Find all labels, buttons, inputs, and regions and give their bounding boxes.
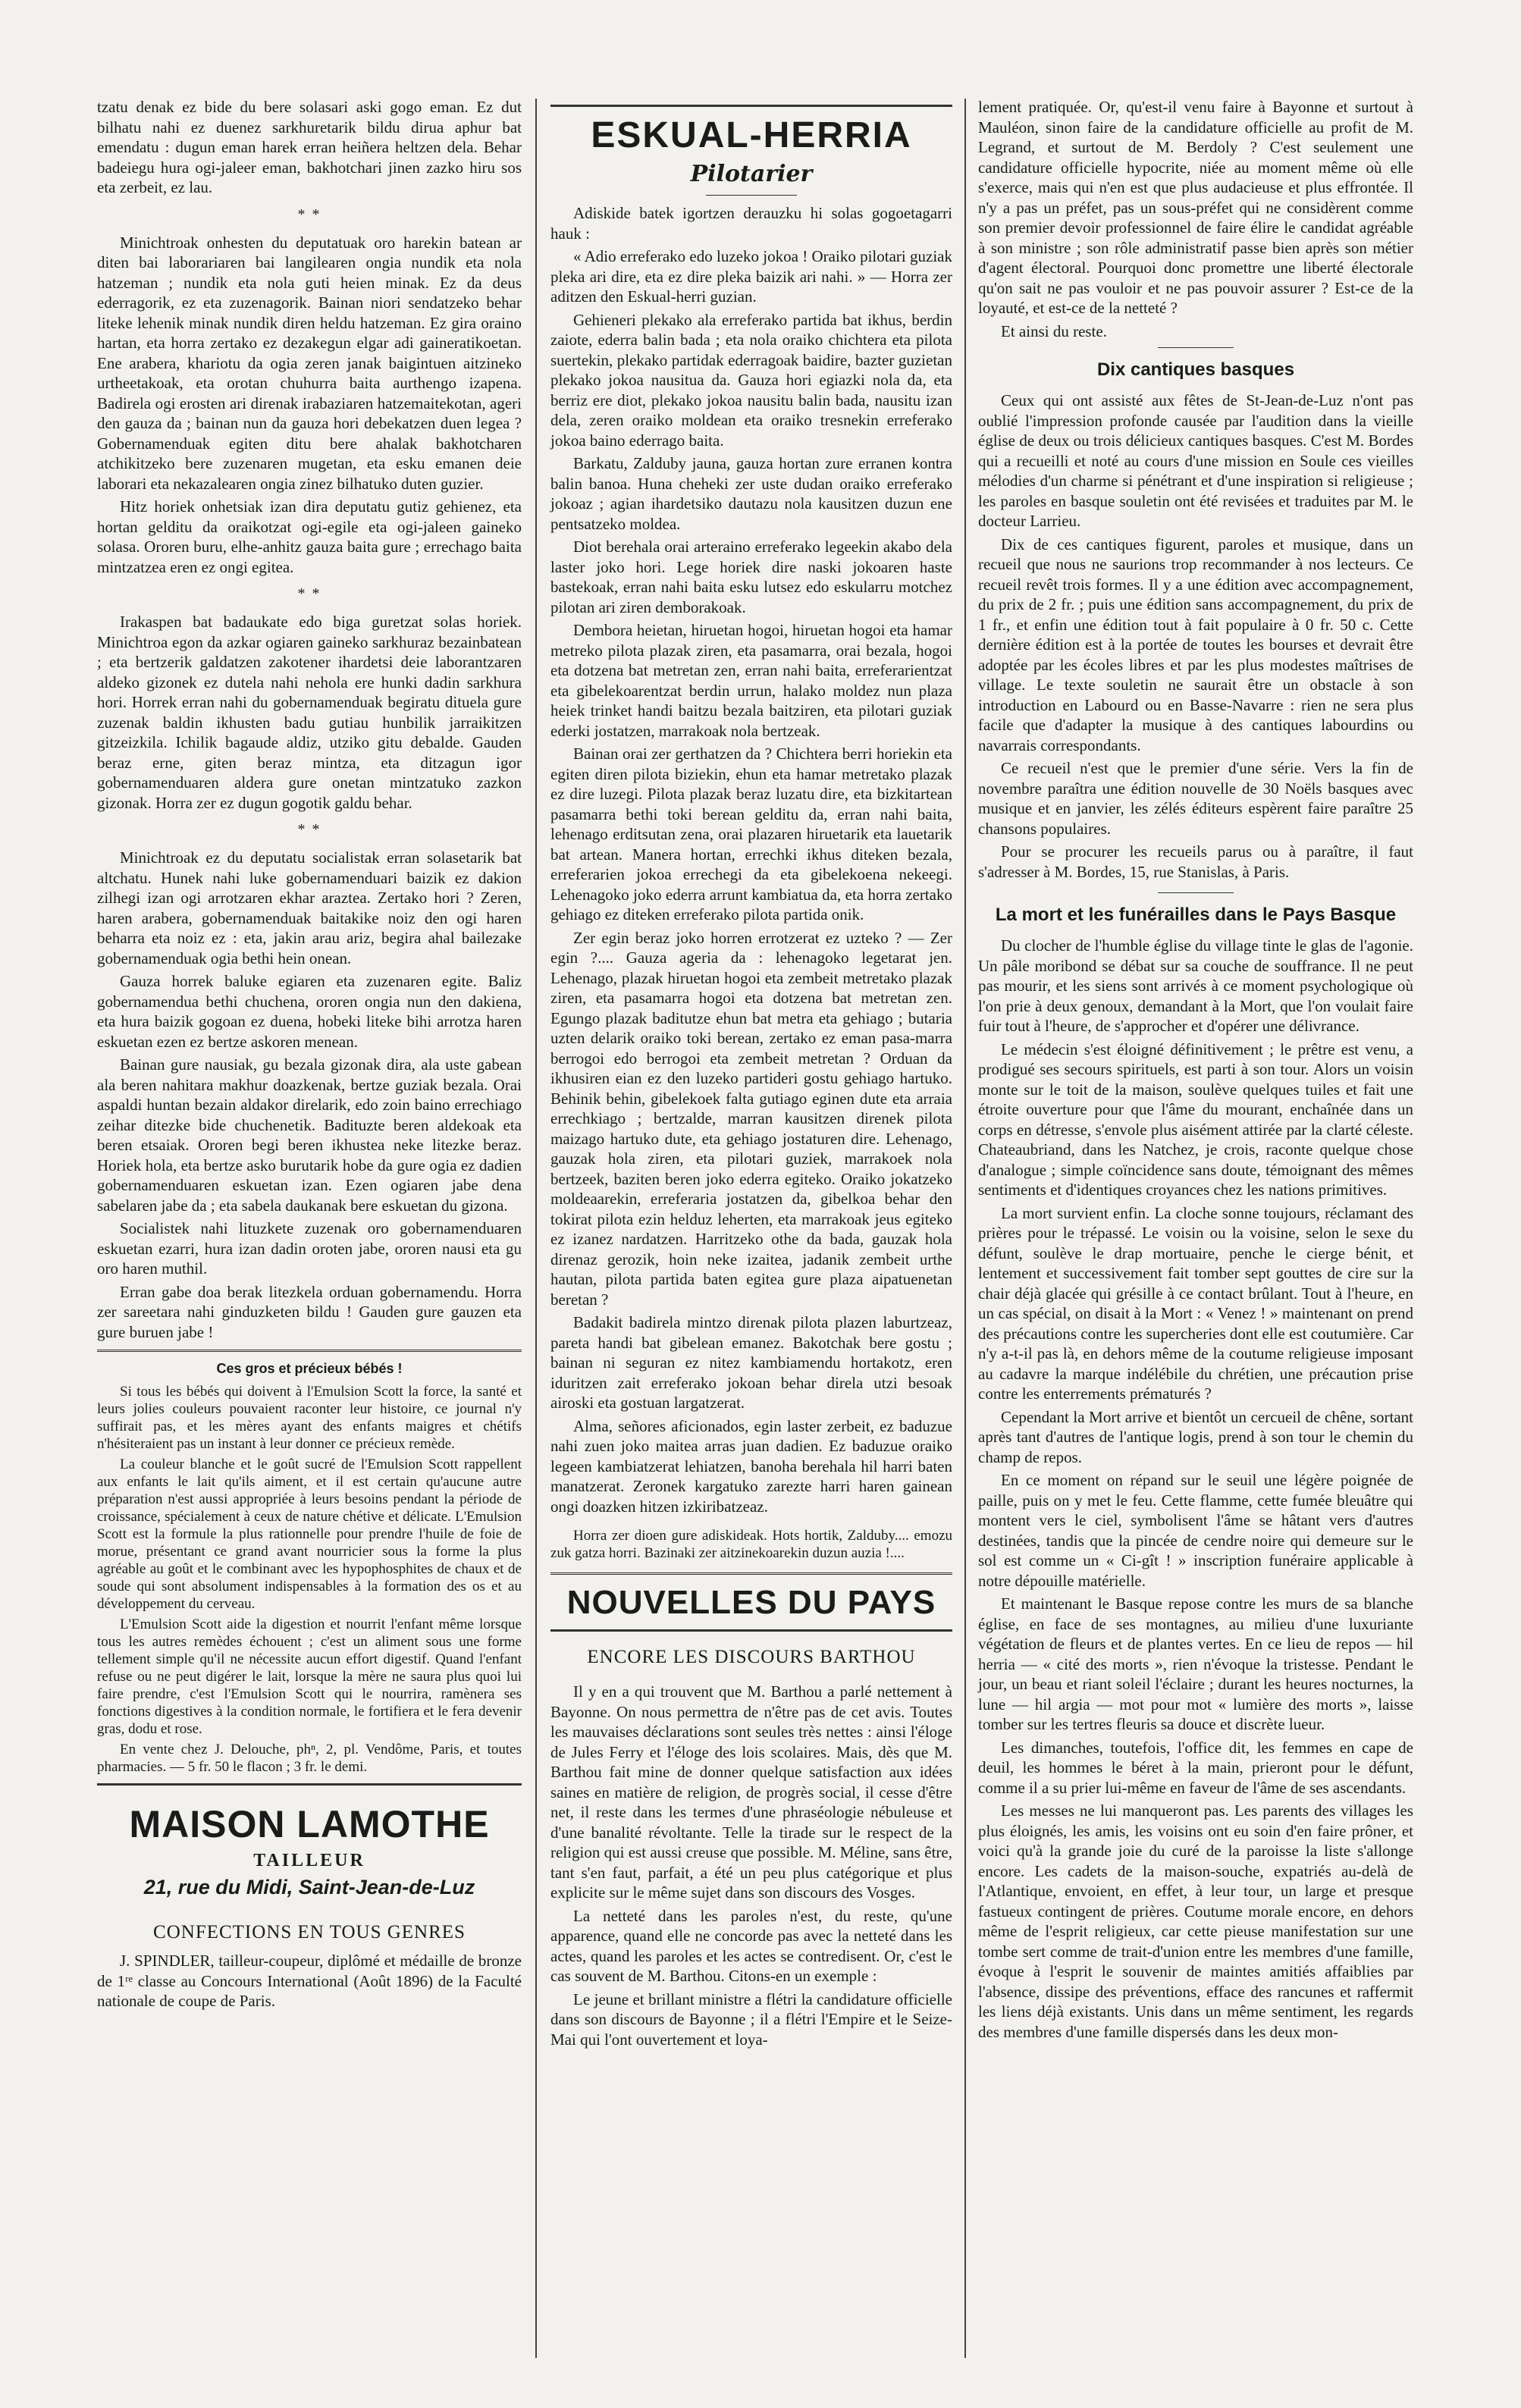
- paragraph: Diot berehala orai arteraino erreferako legeekin akabo dela laster joko hori. Lege horiek dire naski jokoaren haste bastekoak, erran nahi baita esku lutsez edo eskularru motchez pilotan ari ziren demborakoak.: [550, 538, 952, 616]
- ad-paragraph: J. SPINDLER, tailleur-coupeur, diplômé et médaille de bronze de 1ʳᵉ classe au Concours International (Août 1896) de la Faculté nationale de coupe de Paris.: [97, 1952, 522, 2010]
- paragraph: Adiskide batek igortzen derauzku hi solas gogoetagarri hauk :: [550, 204, 952, 243]
- divider: [550, 1629, 952, 1632]
- paragraph: Ceux qui ont assisté aux fêtes de St-Jean-de-Luz n'ont pas oublié l'impression profonde causée par l'audition dans la vieille église de deux ou trois délicieux cantiques basques. C'est M. Bordes qui a recueilli et noté au cours d'une mission en Soule ces vieilles mélodies d'un charme si pénétrant et d'une inspiration si religieuse ; les paroles en basque souletin ont été revisées et traduites par M. le docteur Larrieu.: [978, 391, 1413, 530]
- paragraph: Minichtroak onhesten du deputatuak oro harekin batean ar diten bai laborariaren bai langilearen ongia nundik eta nola hatzeman ; nundik eta nola guti heien minak. Ez da deus ederragorik, ez eta zuzenagorik. Bainan niori sendatzeko behar liteke lehenik minak nundik diren heldu hatzeman. Ez gira oraino hartan, eta horra zertako ez dezakegun elgar adi gaineratikoetan. Ene arabera, khariotu da ogia zeren janak baigintuen aitzineko urtheetakoak, eta orotan chuhurra baita aurthengo izapena. Badirela ogi erosten ari direnak irabaziaren hatzemaitekotan, ageri den gauza da ; bainan nun da gauza hori debekatzen duen legea ? Gobernamenduak egiten ditu bere ahalak bakhotcharen atchikitzeko bere zuzenaren mugetan, eta esku emanen deie laborari eta nekazalearen ongia zinez bilhatuko duten guzier.: [97, 233, 522, 493]
- section-title: Pilotarier: [690, 161, 813, 187]
- column-rule: [535, 99, 537, 2358]
- divider: [1158, 892, 1234, 893]
- article-title: La mort et les funérailles dans le Pays Basque: [995, 905, 1397, 925]
- paragraph: La netteté dans les paroles n'est, du reste, qu'une apparence, quand elle ne concorde pas avec la netteté dans les actes, quand les paroles et les actes se contredisent. Or, c'est le cas souvent de M. Barthou. Citons-en un exemple :: [550, 1906, 952, 1985]
- column-1: [97, 97, 522, 2015]
- ad-paragraph: La couleur blanche et le goût sucré de l'Emulsion Scott rappellent aux enfants le lait qu'ils aiment, et il est certain qu'aucune autre préparation n'est aussi appropriée à leurs besoins pendant la période de croissance, spécialement à ceux de nature chétive et délicate. L'Emulsion Scott est la formule la plus rationnelle pour prendre l'huile de foie de morue, présentant ce grand avant nourricier sous la forme la plus agréable au goût et le combinant avec les hypophosphites de chaux et de soude qui sont absolument indispensables à la formation des os et au développement du cerveau.: [97, 1456, 522, 1612]
- paragraph: Et ainsi du reste.: [1001, 321, 1107, 340]
- paragraph: En ce moment on répand sur le seuil une légère poignée de paille, puis on y met le feu. Cette flamme, cette fumée bleuâtre qui montent vers le ciel, symbolisent l'âme se hâtant vers d'autres destinées, tandis que la pincée de cendre noire qui demeure sur le sol est comme un « Ci-gît ! » inscription funéraire applicable à notre dépouille matérielle.: [978, 1471, 1413, 1590]
- paragraph: Alma, señores aficionados, egin laster zerbeit, ez baduzue nahi zuen joko maitea arras juan dadien. Ez baduzue oraiko legeen kambiatzerat lehiatzen, banoha berehala hil harri baten manatzerat. Zeronek kargatuko zarezte harri haren gainean ongi doazken hitzen izkiribatzeaz.: [550, 1416, 952, 1516]
- section-separator: * *: [297, 585, 321, 602]
- paragraph: Pour se procurer les recueils parus ou à paraître, il faut s'adresser à M. Bordes, 15, rue Stanislas, à Paris.: [978, 842, 1413, 881]
- column-2: [550, 97, 952, 2052]
- article-title: ENCORE LES DISCOURS BARTHOU: [587, 1647, 916, 1667]
- paragraph: La mort survient enfin. La cloche sonne toujours, réclamant des prières pour le trépassé. Le voisin ou la voisine, selon le sexe du défunt, soulève le drap mortuaire, penche le cierge bénit, et lentement et successivement fait tomber sept gouttes de cire sur la chair déjà glacée qui grésille à ce contact brûlant. Tout à l'heure, en un cas spécial, on disait à la Mort : « Venez ! » maintenant on prend des précautions contre les supercheries dont elle est coutumière. Car n'y a-t-il pas là, en dehors même de la coutume religieuse imposant au cadavre la marque indélébile du chrétien, une précaution prise contre les enterrements prématurés ?: [978, 1203, 1413, 1403]
- paragraph: Badakit badirela mintzo direnak pilota plazen laburtzeaz, pareta handi bat gibelean emanez. Bakotchak bere gostu ; bainan ni seguran ez nitez kambiamendu hortakotz, eren iduritzen zait erreferako jokoan behar direla utzi besoak airoski eta gostuan largatzerat.: [550, 1313, 952, 1412]
- divider: [97, 1783, 522, 1786]
- paragraph: Hitz horiek onhetsiak izan dira deputatu gutiz gehienez, eta hortan gelditu da oraikotzat ogi-egile eta ogi-jaleen gaineko solasa. Ororen buru, elhe-anhitz gauza baita gure ; errechago baita mintzatzea eren ez ongi egitea.: [97, 497, 522, 576]
- paragraph: « Adio erreferako edo luzeko jokoa ! Oraiko pilotari guziak pleka ari dire, eta ez dire pleka baizik ari nahi. » — Horra zer aditzen den Eskual-herri guzian.: [550, 247, 952, 306]
- paragraph: Minichtroak ez du deputatu socialistak erran solasetarik bat altchatu. Hunek nahi luke gobernamenduari baizik ez dakion zilhegi izan ogi arrotzaren ekhar araztea. Zertako hori ? Zeren, haren arabera, gobernamenduak baitakike noiz den ogi haren beharra eta noiz ez : eta, jakin arau ariz, begira ahal bailezake gobernamenduak ogia bethi hein onean.: [97, 848, 522, 967]
- news-heading: NOUVELLES DU PAYS: [566, 1584, 936, 1621]
- article-title: Dix cantiques basques: [1096, 359, 1295, 380]
- paragraph: Cependant la Mort arrive et bientôt un cercueil de chêne, sortant après tant d'autres de l'antique logis, prend à son tour le chemin du champ de repos.: [978, 1407, 1413, 1466]
- section-separator: * *: [297, 205, 321, 223]
- closing-note: [550, 1527, 952, 1562]
- paragraph: Gauza horrek baluke egiaren eta zuzenaren egite. Baliz gobernamendua bethi chuchena, ororen ongia nun den dakiena, eta hura baizik gogoan ez duena, hobeki liteke bihi arrotza haren eskuetan ezen ez bertze askoren menean.: [97, 972, 522, 1051]
- paragraph: Du clocher de l'humble église du village tinte le glas de l'agonie. Un pâle moribond se débat sur sa couche de souffrance. Il ne peut pas mourir, et les siens sont arrivés à ce moment psychologique où l'on prie à deux genoux, demandant à la Mort, que l'on voulait faire fuir tout à l'heure, de s'approcher et d'opérer une délivrance.: [978, 936, 1413, 1035]
- paragraph: Erran gabe doa berak litezkela orduan gobernamendu. Horra zer sareetara nahi ginduzketen bildu ! Gauden gure gauzen eta gure buruen jabe !: [97, 1282, 522, 1341]
- masthead-title: ESKUAL-HERRIA: [591, 115, 912, 155]
- paragraph: Le jeune et brillant ministre a flétri la candidature officielle dans son discours de Bayonne ; il a flétri l'Empire et le Seize-Mai qui l'ont ouvertement et loya-: [550, 1989, 952, 2049]
- ad-trade: TAILLEUR: [253, 1851, 365, 1870]
- paragraph: Gehieneri plekako ala erreferako partida bat ikhus, berdin zaiote, ederra balin bada ; eta nola oraiko chichtera eta pilota suertekin, plekako partidak ederragoak baidire, bazter guzietan plekako jokoa nausitua da. Gauza hori egiazki nola da, eta berriz ere diot, plekako jokoa nausitu balin bada, nausitu izan dela, zeren oraiko moldean eta oraiko tresnekin erreferako jokoa baino ederrago baita.: [550, 310, 952, 450]
- advertisement-lamothe: [97, 1802, 522, 2011]
- paragraph: Bainan gure nausiak, gu bezala gizonak dira, ala uste gabean ala beren nahitara makhur doazkenak, bertze guziak bezala. Orai aspaldi huntan bezain aldakor direlarik, edo zoin baino errechiago zeihar ditezke bide chuchenetik. Badituzte beren aldekoak eta beren etsaiak. Ororen begi beren ikhustea neke litezke beraz. Horiek hola, eta bertze asko burutarik hobe da gure ogia ez dadien gobernamenduaren eskuetan izan. Ezen ogiaren jabe dena sabelaren jabe da ; eta sabela daukanak bere eskuetan du gizona.: [97, 1055, 522, 1215]
- divider: [550, 105, 952, 107]
- paragraph: Le médecin s'est éloigné définitivement ; le prêtre est venu, a prodigué ses secours spirituels, est parti à son tour. Alors un voisin monte sur le toit de la maison, soulève quelques tuiles et fait une étroite ouverture pour que l'âme du mourant, enchaînée dans un corps en détresse, s'envole plus aisément attirée par la clarté céleste. Chateaubriand, dans les Natchez, je crois, raconte quelque chose d'analogue ; simple coïncidence sans doute, témoignant des mêmes sentiments et d'identiques croyances chez les nations primitives.: [978, 1039, 1413, 1199]
- divider: [706, 195, 797, 196]
- paragraph: Barkatu, Zalduby jauna, gauza hortan zure erranen kontra balin banoa. Huna cheheki zer uste dudan oraiko erreferako jokoaz ; agian ihardetsiko dautazu nola kausitzen duzun ene pentsatzeko moldea.: [550, 454, 952, 533]
- divider: [550, 1572, 952, 1576]
- ad-paragraph: En vente chez J. Delouche, phⁿ, 2, pl. Vendôme, Paris, et toutes pharmacies. — 5 fr. 50 le flacon ; 3 fr. le demi.: [97, 1742, 522, 1775]
- paragraph: Horra zer dioen gure adiskideak. Hots hortik, Zalduby.... emozu zuk gatza horri. Bazinaki zer aitzinekoarekin duzun auzia !....: [550, 1528, 952, 1561]
- divider: [97, 1350, 522, 1353]
- column-rule: [964, 99, 966, 2358]
- section-separator: * *: [297, 821, 321, 838]
- paragraph: tzatu denak ez bide du bere solasari aski gogo eman. Ez dut bilhatu nahi ez duenez sarkhuretarik bildu dirua aphur bat emendatu : dugun eman harek erran heiñera heltzen dela. Behar badeiegu hura ogi-jaleer eman, bakhotchari jinen zazko hiru sos eta zerbeit, ez lau.: [97, 98, 522, 196]
- paragraph: Zer egin beraz joko horren errotzerat ez uzteko ? — Zer egin ?.... Gauza ageria da : lehenagoko legetarat jen. Lehenago, plazak hiruetan hogoi eta zembeit metretako plazak ziren, eta pasamarra hogoi eta dotzena bat metretan zen. Egungo plazak baditutze ehun bat metra eta gehiago ; butaria uzten delarik oraiko toki berean, zertako ez eman pasa-marra berrogoi edo berrogoi eta zembeit metretan ? Orduan da ikhusiren eian ez den luzeko partideri gostu gehiago hartuko. Behinik behin, gibelekoek falta gutiago eginen dute eta arraia errechkiago ; bertzalde, marran kausitzen direnek pilota maizago hartuko dute, eta gehiago jostaturen dire. Lehenago, gauzak hola ziren, eta pilotari guziek, marrakoek nola bertzeek, baziten beren joko ederra egiteko. Oraiko jokatzeko moldeaarekin, erreferaria jostatzen da, gibelkoa behar den tokirat pilota ezin helduz leherten, eta marrakoak jeus egiteko ez izanez nardatzen. Harritzeko othe da bada, gauzak hola direnaz gerozik, hoin neke izaitea, jadanik zembeit urthe hautan, pilota partida baten egitea gure plaza aipatuenetan beretan ?: [550, 928, 952, 1309]
- column-3: [978, 97, 1413, 2045]
- paragraph: Bainan orai zer gerthatzen da ? Chichtera berri horiekin eta egiten diren pilota biziekin, ehun eta hamar metretako plazak ez dire luzegi. Pilota plazak beraz luzatu dire, eta bizkitartean pasamarra bethi toki berean gelditu da, erran nahi baita, lehenago erditsutan zena, orai plazaren hiruetarik eta lauetarik bat artean. Manera hortan, errechki ikhus diteken bezala, erreferarien jokoa errechegi da eta gibelekoena nekeegi. Lehenagoko joko ederra arrunt kambiatua da, eta horra zertako gehiago ez diteken erreferako pilota partida onik.: [550, 745, 952, 923]
- paragraph: Les dimanches, toutefois, l'office dit, les femmes en cape de deuil, les hommes le béret à la main, prieront pour le défunt, comme il a su prier lui-même en faveur de l'âme de ses ascendants.: [978, 1738, 1413, 1797]
- paragraph: lement pratiquée. Or, qu'est-il venu faire à Bayonne et surtout à Mauléon, sinon faire de la candidature officielle au profit de M. Legrand, et surtout de M. Berdoly ? C'est seulement une candidature officielle hypocrite, niée au moment même où elle s'exerce, mais qui n'en est que plus audacieuse et plus effrontée. Il n'y a pas un préfet, pas un sous-préfet qui ne considèrent comme son premier devoir professionnel de faire élire le candidat agréable à son ministre ; son rôle administratif passe bien après son métier d'agent électoral. Pourquoi donc promettre une liberté électorale qu'on sait ne pas vouloir et ne pas pouvoir assurer ? Est-ce de la loyauté, et est-ce de la netteté ?: [978, 98, 1413, 317]
- advertisement-scott: [97, 1361, 522, 1776]
- ad-brand: MAISON LAMOTHE: [129, 1803, 490, 1845]
- paragraph: Les messes ne lui manqueront pas. Les parents des villages les plus éloignés, les amis, les voisins ont eu soin d'en faire prôner, et voici qu'à la grande joie du curé de la paroisse la liste s'allonge encore. Les cadets de la maison-souche, expatriés au-delà de l'Atlantique, envoient, en effet, à leur tour, un large et presque fastueux contingent de prières. Coutume morale encore, en dehors même de l'esprit religieux, car cette pieuse manifestation sur une tombe sert comme de trait-d'union entre les membres d'une famille, évoque à l'esprit le souvenir de maintes amitiés affaiblies par l'absence, dissipe des préventions, efface des rancunes et raffermit les liens déjà existants. Unis dans un même sentiment, les regards des membres d'une famille dispersés dans les deux mon-: [978, 1801, 1413, 2041]
- ad-confections: CONFECTIONS EN TOUS GENRES: [153, 1922, 466, 1942]
- paragraph: Socialistek nahi lituzkete zuzenak oro gobernamenduaren eskuetan ezarri, hura izan dadin oroten jabe, ororen nausi eta gu oro haren muthil.: [97, 1219, 522, 1278]
- paragraph: Il y en a qui trouvent que M. Barthou a parlé nettement à Bayonne. On nous permettra de n'être pas de cet avis. Toutes les mauvaises déclarations sont seules très nettes : ainsi l'éloge de Jules Ferry et l'éloge des lois scolaires. Mais, dès que M. Barthou fait mine de donner quelque satisfaction aux idées saines en matière de religion, de progrès social, il cesse d'être net, il reste dans les termes d'une phraséologie nébuleuse et d'une banalité révoltante. Telle la tirade sur le respect de la religion qui est aussi creuse que possible. M. Méline, sans être, tant s'en faut, parfait, a été un peu plus catégorique et plus explicite sur le même sujet dans son discours des Vosges.: [550, 1682, 952, 1902]
- paragraph: Dembora heietan, hiruetan hogoi, hiruetan hogoi eta hamar metreko pilota plazak ziren, eta pasamarra, orai bezala, hogoi eta dotzena bat metretan zen, erran nahi baita, erreferarientzat eta gibelekoarentzat berdin urrun, halako moldez nun plaza heiek trinket handi baitzu bezala baitziren, eta pilotari guziak ederki jostatzen, marrakoak nola bertzeak.: [550, 621, 952, 740]
- paragraph: Et maintenant le Basque repose contre les murs de sa blanche église, en face de ses montagnes, au milieu d'une luxuriante végétation de fleurs et de plantes vertes. En ce lieu de repos — hil herria — « cité des morts », rien n'évoque la tristesse. Pendant le jour, un beau et riant soleil l'éclaire ; durant les heures nocturnes, la lune — hil argia — mot pour mot « lumière des morts », laisse tomber sur les tertres fleuris sa douce et discrète lueur.: [978, 1594, 1413, 1733]
- ad-title: Ces gros et précieux bébés !: [216, 1361, 403, 1376]
- paragraph: Irakaspen bat badaukate edo biga guretzat solas horiek. Minichtroa egon da azkar ogiaren gaineko sarkhuraz bezainbatean ; eta bertzerik galdatzen zakotener ihardetsi deie laborantzaren aldeko gizonek ez dutela nahi nehola ere hunki dadin sarkhura hori. Horrek erran nahi du gobernamenduak begiratu dituela gure zuzenak baldin ikhusten badu gutiau hunbilik jarraikitzen gitzeizkila. Ichilik bagaude aldiz, utziko gitu debalde. Gauden beraz erne, giten beraz mintza, eta ditzagun igor gobernamenduaren aldera gure onetan mintzatuko zazkon gizonak. Horra zer ez dugun gogotik galdu behar.: [97, 613, 522, 812]
- ad-address: 21, rue du Midi, Saint-Jean-de-Luz: [143, 1876, 475, 1898]
- paragraph: Dix de ces cantiques figurent, paroles et musique, dans un recueil que nous ne saurions trop recommander à nos lecteurs. Ce recueil revêt trois formes. Il y a une édition avec accompagnement, du prix de 2 fr. ; puis une édition sans accompagnement, du prix de 1 fr., et enfin une édition tout à fait populaire à 0 fr. 50 c. Cette dernière édition est à la portée de toutes les bourses et devrait être adoptée par les écoles libres et par les plus modestes maîtrises de village. Le texte souletin ne saurait être un obstacle à son introduction en Labourd ou en Basse-Navarre : rien ne sera plus facile que d'adapter la musique à des cantiques labourdins ou navarrais correspondants.: [978, 535, 1413, 754]
- paragraph: Ce recueil n'est que le premier d'une série. Vers la fin de novembre paraîtra une édition nouvelle de 30 Noëls basques avec musique et en janvier, les zélés éditeurs espèrent faire paraître 25 chansons populaires.: [978, 759, 1413, 838]
- divider: [1158, 347, 1234, 348]
- ad-paragraph: Si tous les bébés qui doivent à l'Emulsion Scott la force, la santé et leurs jolies couleurs pouvaient raconter leur histoire, ce journal n'y suffirait pas, et les mères ayant des enfants maigres et chétifs n'hésiteraient pas un instant à leur donner ce précieux remède.: [97, 1384, 522, 1452]
- ad-paragraph: L'Emulsion Scott aide la digestion et nourrit l'enfant même lorsque tous les autres remèdes échouent ; c'est un aliment sous une forme tellement simple qu'il ne nécessite aucun effort digestif. Quand l'enfant refuse ou ne peut digérer le lait, lorsque la mère ne saura plus quoi lui faire prendre, c'est l'Emulsion Scott qui le nourrira, ramènera ses fonctions digestives à la condition normale, le fortifiera et le fera devenir gras, dodu et rose.: [97, 1616, 522, 1737]
